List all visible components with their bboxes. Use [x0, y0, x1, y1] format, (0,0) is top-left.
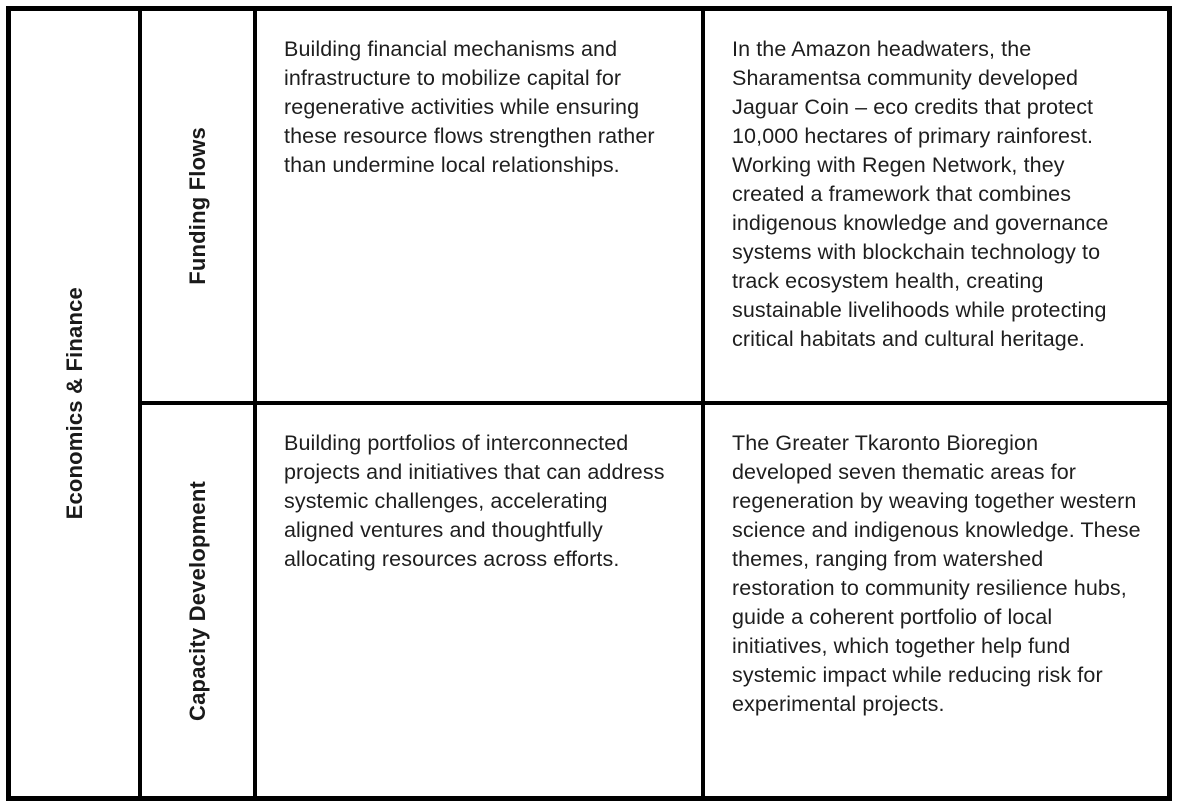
economics-finance-table [6, 6, 1172, 801]
row-label-capacity-development: Capacity Development [184, 480, 210, 721]
funding-flows-description: Building financial mechanisms and infrastructure to mobilize capital for regenerative activities while ensuring these resource flows strengthen rather than undermine local relationships. [257, 11, 705, 405]
row-label-cell-capacity-development [142, 405, 257, 796]
category-label: Economics & Finance [61, 287, 87, 520]
row-label-funding-flows: Funding Flows [184, 127, 210, 285]
capacity-development-example: The Greater Tkaronto Bioregion developed seven thematic areas for regeneration by weaving together western science and indigenous knowledge. These themes, ranging from watershed restoration to community resilience hubs, guide a coherent portfolio of local initiatives, which together help fund systemic impact while reducing risk for experimental projects. [705, 405, 1167, 796]
row-label-cell-funding-flows [142, 11, 257, 405]
category-cell [11, 11, 142, 796]
funding-flows-example: In the Amazon headwaters, the Sharamentsa community developed Jaguar Coin – eco credits that protect 10,000 hectares of primary rainforest. Working with Regen Network, they created a framework that combines indigenous knowledge and governance systems with blockchain technology to track ecosystem health, creating sustainable livelihoods while protecting critical habitats and cultural heritage. [705, 11, 1167, 405]
capacity-development-description: Building portfolios of interconnected projects and initiatives that can address systemic challenges, accelerating aligned ventures and thoughtfully allocating resources across efforts. [257, 405, 705, 796]
